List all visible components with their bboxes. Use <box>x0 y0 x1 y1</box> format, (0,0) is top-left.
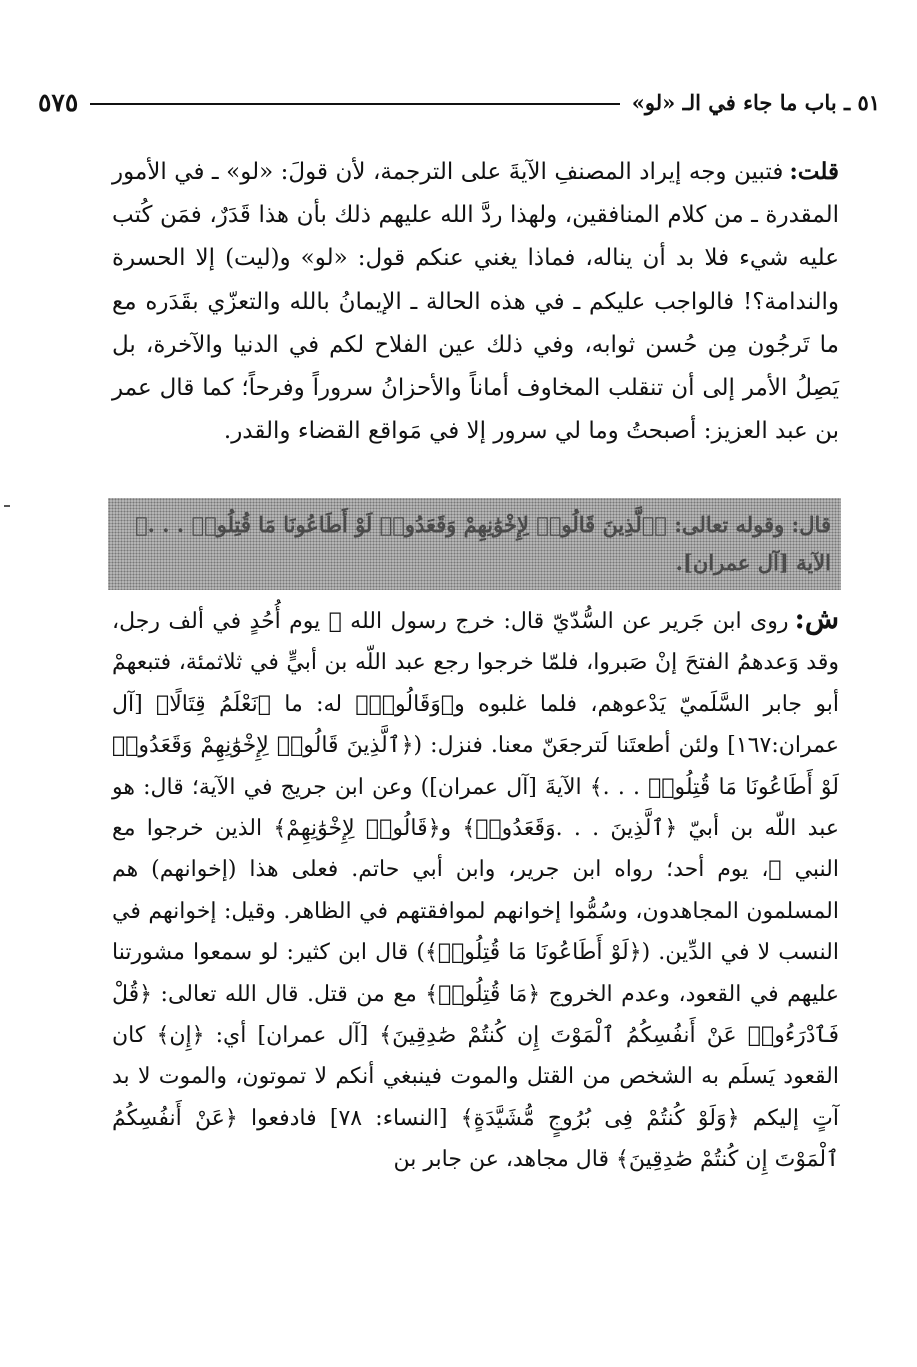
quoted-matn-box <box>108 498 841 590</box>
commentary-block <box>112 150 839 453</box>
chapter-title: ٥١ ـ باب ما جاء في الـ «لو» <box>631 89 880 115</box>
explanation-text: روى ابن جَرير عن السُّدّيّ قال: خرج رسول الله ﷺ يوم أُحُدٍ في ألف رجل، وقد وَعدهمُ الفتحَ إنْ صَبروا، فلمّا خرجوا رجع عبد اللّه بن أبيٍّ في ثلاثمئة، فتبعهمْ أبو جابر السَّلَميّ يَدْعوهم، فلما غلبوه و﴿وَقَالُوا۟﴾ له: ما ﴿نَعْلَمُ قِتَالًا﴾ [آل عمران:١٦٧] ولئن أطعتَنا لَترجعَنّ معنا. فنزل: (﴿ٱلَّذِينَ قَالُوا۟ لِإِخْوَٰنِهِمْ وَقَعَدُوا۟ لَوْ أَطَاعُونَا مَا قُتِلُوا۟ . . .﴾ الآيةَ [آل عمران]) وعن ابن جريج في الآية؛ قال: هو عبد اللّه بن أبيّ ﴿ٱلَّذِينَ . . .وَقَعَدُوا۟﴾ و﴿قَالُوا۟ لِإِخْوَٰنِهِمْ﴾ الذين خرجوا مع النبي ﷺ، يوم أحد؛ رواه ابن جرير، وابن أبي حاتم. فعلى هذا (إخوانهم) هم المسلمون المجاهدون، وسُمُّوا إخوانهم لموافقتهم في الظاهر. وقيل: إخوانهم في النسب لا في الدِّين. (﴿لَوْ أَطَاعُونَا مَا قُتِلُوا۟﴾) قال ابن كثير: لو سمعوا مشورتنا عليهم في القعود، وعدم الخروج ﴿مَا قُتِلُوا۟﴾ مع من قتل. قال الله تعالى: ﴿قُلْ فَٱدْرَءُوا۟ عَنْ أَنفُسِكُمُ ٱلْمَوْتَ إِن كُنتُمْ صَٰدِقِينَ﴾ [آل عمران] أي: ﴿إِن﴾ كان القعود يَسلَم به الشخص من القتل والموت فينبغي أنكم لا تموتون، والموت لا بد آتٍ إليكم ﴿وَلَوْ كُنتُمْ فِى بُرُوجٍ مُّشَيَّدَةٍ﴾ [النساء: ٧٨] فادفعوا ﴿عَنْ أَنفُسِكُمُ ٱلْمَوْتَ إِن كُنتُمْ صَٰدِقِينَ﴾ قال مجاهد، عن جابر بن <box>112 609 840 1173</box>
running-header <box>38 82 880 122</box>
header-rule <box>90 103 619 105</box>
explanation-lead: ش: <box>794 602 839 635</box>
margin-mark <box>4 505 10 507</box>
explanation-block <box>112 598 839 1181</box>
commentary-text: فتبين وجه إيراد المصنفِ الآيةَ على الترجمة، لأن قولَ: «لو» ـ في الأمور المقدرة ـ من كلام المنافقين، ولهذا ردَّ الله عليهم ذلك بأن هذا قَدَرٌ، فمَن كُتب عليه شيء فلا بد أن يناله، فماذا يغني عنكم قول: «لو» و(ليت) إلا الحسرة والندامة؟! فالواجب عليكم ـ في هذه الحالة ـ الإيمانُ بالله والتعزّي بقَدَره مع ما تَرجُون مِن حُسن ثوابه، وفي ذلك عين الفلاح لكم في الدنيا والآخرة، بل يَصِلُ الأمر إلى أن تنقلب المخاوف أماناً والأحزانُ سروراً وفرحاً؛ كما قال عمر بن عبد العزيز: أصبحتُ وما لي سرور إلا في مَواقع القضاء والقدر. <box>112 159 839 445</box>
commentary-paragraph <box>112 150 839 453</box>
quoted-matn-text: قال: وقوله تعالى: ﴿ٱلَّذِينَ قَالُوا۟ لِإِخْوَٰنِهِمْ وَقَعَدُوا۟ لَوْ أَطَاعُونَا مَا قُتِلُوا۟ . . .﴾ الآية [آل عمران]. <box>135 512 831 575</box>
page-number: ٥٧٥ <box>38 87 79 117</box>
explanation-paragraph <box>112 598 839 1181</box>
commentary-lead: قلت: <box>789 158 839 185</box>
